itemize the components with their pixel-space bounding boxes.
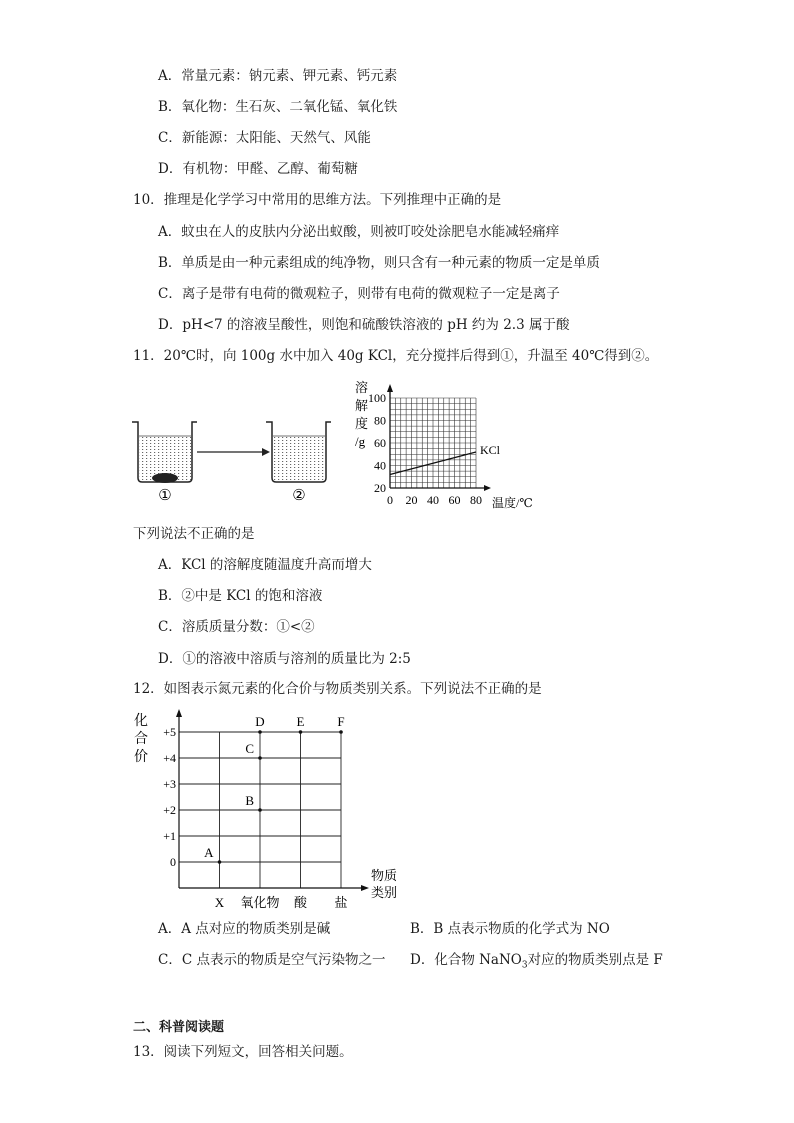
- point-label: A: [204, 845, 214, 860]
- x-tick-label: 0: [387, 493, 393, 507]
- x-tick-label: X: [214, 895, 225, 910]
- q12-option-d-prefix: D．化合物 NaNO: [410, 952, 522, 968]
- y-tick-label: 60: [374, 436, 386, 450]
- y-tick-label: 20: [374, 481, 386, 495]
- q12-option-c: C．C 点表示的物质是空气污染物之一: [158, 952, 386, 968]
- point-label: E: [296, 714, 305, 729]
- y-axis-label-char: 度: [355, 416, 369, 431]
- y-axis-arrow-icon: [176, 709, 182, 717]
- y-tick-label: +2: [163, 803, 176, 817]
- q9-option-c: C．新能源：太阳能、天然气、风能: [158, 130, 371, 146]
- x-tick-label: 60: [448, 493, 461, 507]
- y-tick-label: 80: [374, 413, 386, 428]
- q11-stem: 11．20℃时，向 100g 水中加入 40g KCl，充分搅拌后得到①，升温至 40℃得到②。: [133, 348, 659, 364]
- point-label: B: [245, 793, 254, 808]
- y-tick-label: +5: [163, 725, 176, 739]
- point-d: [258, 730, 262, 734]
- point-b: [258, 808, 262, 812]
- y-axis-arrow-icon: [387, 384, 393, 392]
- q12-option-d-subscript: 3: [521, 960, 528, 971]
- x-tick-label: 氧化物: [240, 895, 280, 910]
- series-label: KCl: [480, 443, 501, 457]
- beaker-1-label: ①: [158, 488, 172, 504]
- y-tick-label: +1: [163, 829, 176, 843]
- point-f: [339, 730, 343, 734]
- x-axis-arrow-icon: [484, 485, 491, 491]
- beaker-2-label: ②: [292, 488, 306, 504]
- q10-option-a: A．蚊虫在人的皮肤内分泌出蚁酸，则被叮咬处涂肥皂水能减轻痛痒: [158, 224, 560, 240]
- q10-option-d: D．pH<7 的溶液呈酸性，则饱和硫酸铁溶液的 pH 约为 2.3 属于酸: [158, 317, 570, 333]
- x-tick-label: 40: [427, 493, 439, 507]
- x-axis-arrow-icon: [361, 885, 369, 891]
- beaker-1: [132, 422, 197, 483]
- y-tick-label: +4: [163, 751, 176, 765]
- q12-option-d: [410, 951, 663, 975]
- beaker-figure: [125, 412, 340, 512]
- q13-stem: 13．阅读下列短文，回答相关问题。: [133, 1044, 353, 1060]
- x-axis-label: 温度/℃: [492, 496, 533, 510]
- solubility-graph: [345, 378, 555, 513]
- y-tick-label: +3: [163, 777, 176, 791]
- y-axis-label-char: /g: [355, 434, 366, 449]
- x-tick-label: 80: [470, 493, 482, 507]
- y-tick-label: 40: [374, 458, 386, 473]
- y-axis-label-char: 合: [134, 732, 148, 747]
- beaker-2: [266, 422, 331, 482]
- q12-option-a: A．A 点对应的物质类别是碱: [158, 921, 331, 937]
- x-tick-label: 酸: [293, 895, 308, 910]
- section-heading: 二、科普阅读题: [133, 1019, 225, 1034]
- q11-prompt: 下列说法不正确的是: [133, 526, 255, 542]
- q12-option-b: B．B 点表示物质的化学式为 NO: [410, 921, 610, 937]
- q10-stem: 10．推理是化学学习中常用的思维方法。下列推理中正确的是: [133, 192, 502, 208]
- q11-option-b: B．②中是 KCl 的饱和溶液: [158, 588, 323, 604]
- q9-option-a: A．常量元素：钠元素、钾元素、钙元素: [158, 68, 398, 84]
- y-axis-label-char: 价: [134, 750, 148, 765]
- point-a: [218, 860, 222, 864]
- point-label: D: [255, 714, 265, 729]
- arrow-icon: [197, 448, 270, 456]
- q9-option-d: D．有机物：甲醛、乙醇、葡萄糖: [158, 161, 358, 177]
- q9-option-b: B．氧化物：生石灰、二氧化锰、氧化铁: [158, 99, 398, 115]
- y-axis-label-char: 溶: [355, 380, 369, 395]
- y-axis-label-char: 化: [134, 714, 148, 729]
- q12-option-d-suffix: 对应的物质类别点是 F: [527, 952, 663, 968]
- q11-option-d: D．①的溶液中溶质与溶剂的质量比为 2:5: [158, 651, 411, 667]
- y-tick-label: 0: [170, 855, 176, 869]
- point-label: C: [245, 741, 254, 756]
- x-tick-label: 20: [405, 493, 418, 507]
- q12-stem: 12．如图表示氮元素的化合价与物质类别关系。下列说法不正确的是: [133, 681, 542, 697]
- point-e: [299, 730, 303, 734]
- x-tick-label: 盐: [334, 895, 348, 910]
- q10-option-c: C．离子是带有电荷的微观粒子，则带有电荷的微观粒子一定是离子: [158, 286, 560, 302]
- q11-option-a: A．KCl 的溶解度随温度升高而增大: [158, 557, 372, 573]
- valence-chart: [125, 705, 415, 910]
- x-axis-label-line: 类别: [371, 885, 398, 900]
- x-axis-label-line: 物质: [371, 868, 398, 883]
- q10-option-b: B．单质是由一种元素组成的纯净物，则只含有一种元素的物质一定是单质: [158, 255, 600, 271]
- q11-option-c: C．溶质质量分数：①<②: [158, 619, 315, 635]
- point-label: F: [337, 714, 345, 729]
- undissolved-solid: [152, 473, 178, 483]
- point-c: [258, 756, 262, 760]
- y-axis-label-char: 解: [355, 398, 369, 413]
- y-tick-label: 100: [368, 391, 386, 405]
